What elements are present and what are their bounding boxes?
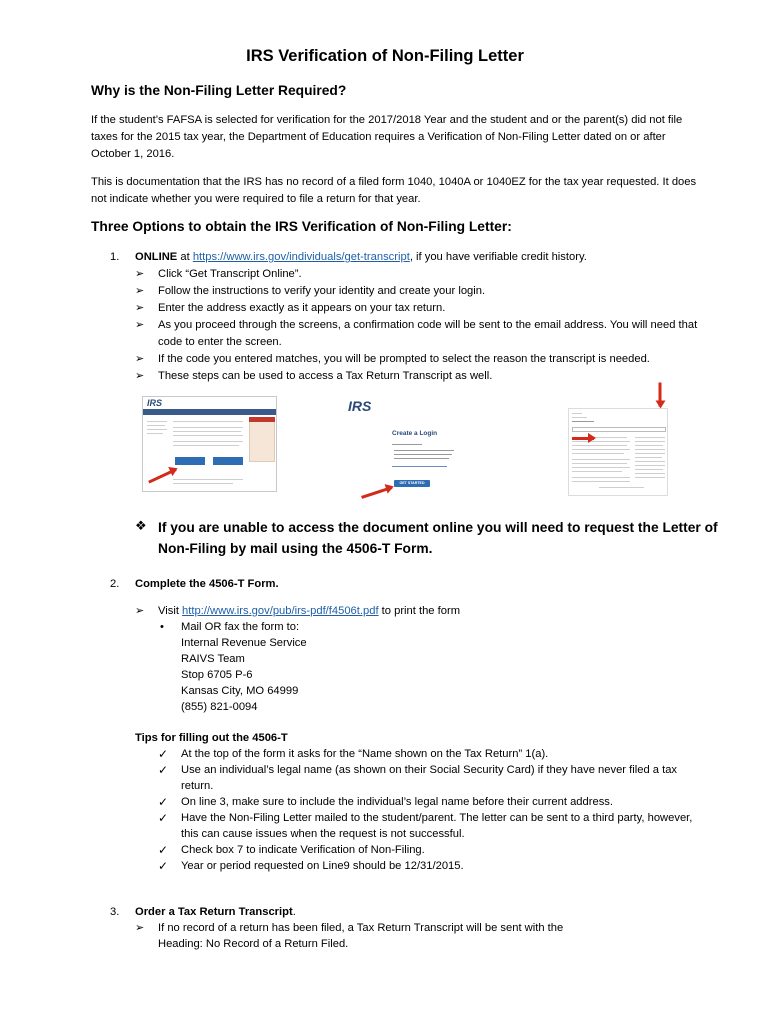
check-icon: ✓: [158, 859, 169, 873]
tip-2-cont: return.: [181, 780, 214, 792]
step-2: Follow the instructions to verify your identity and create your login.: [158, 285, 486, 297]
step-1: Click “Get Transcript Online”.: [158, 268, 302, 280]
get-started-button: GET STARTED: [394, 480, 430, 487]
option-3-number: 3.: [110, 906, 120, 918]
address-line-5: (855) 821-0094: [181, 701, 258, 713]
arrow-bullet-icon: ➢: [135, 922, 145, 934]
tips-heading: Tips for filling out the 4506-T: [135, 732, 288, 744]
why-paragraph-1: If the student’s FAFSA is selected for verification for the 2017/2018 Year and the student and or the parent(s) did not file taxes for the 2015 tax year, the Department of Education requires a Verification of Non-Filing Letter dated on or after October 1, 2016.: [91, 114, 683, 160]
screenshot-get-transcript: [142, 396, 277, 492]
tip-5: Check box 7 to indicate Verification of Non-Filing.: [181, 844, 425, 856]
arrow-bullet-icon: ➢: [135, 268, 145, 280]
red-arrow-icon: [659, 383, 662, 407]
arrow-bullet-icon: ➢: [135, 302, 145, 314]
option-2-number: 2.: [110, 578, 120, 590]
options-heading: Three Options to obtain the IRS Verification of Non-Filing Letter:: [91, 219, 512, 234]
option-3-line-1: If no record of a return has been filed, a Tax Return Transcript will be sent with the: [158, 922, 564, 934]
option-1-number: 1.: [110, 251, 120, 263]
tip-6: Year or period requested on Line9 should be 12/31/2015.: [181, 860, 464, 872]
mail-fax-line: Mail OR fax the form to:: [181, 621, 300, 633]
check-icon: ✓: [158, 795, 169, 809]
irs-logo: IRS: [348, 398, 372, 414]
arrow-bullet-icon: ➢: [135, 605, 145, 617]
address-line-1: Internal Revenue Service: [181, 637, 307, 649]
address-line-2: RAIVS Team: [181, 653, 245, 665]
red-arrow-icon: [572, 437, 594, 440]
tip-2: Use an individual’s legal name (as shown on their Social Security Card) if they have never filed a tax: [181, 764, 678, 776]
arrow-bullet-icon: ➢: [135, 353, 145, 365]
arrow-bullet-icon: ➢: [135, 370, 145, 382]
why-paragraph-2: This is documentation that the IRS has no record of a filed form 1040, 1040A or 1040EZ for the tax year requested. It does not indicate whether you were required to file a return for that year.: [91, 176, 697, 205]
page-title: IRS Verification of Non-Filing Letter: [246, 47, 524, 65]
tip-1: At the top of the form it asks for the “Name shown on the Tax Return” 1(a).: [181, 748, 549, 760]
why-heading: Why is the Non-Filing Letter Required?: [91, 83, 347, 98]
step-5: If the code you entered matches, you will be prompted to select the reason the transcript is needed.: [158, 353, 650, 365]
step-3: Enter the address exactly as it appears on your tax return.: [158, 302, 446, 314]
check-icon: ✓: [158, 811, 169, 825]
visit-line: Visit http://www.irs.gov/pub/irs-pdf/f4506t.pdf to print the form: [158, 605, 461, 617]
tip-4: Have the Non-Filing Letter mailed to the student/parent. The letter can be sent to a third party, however,: [181, 812, 693, 824]
option-3-label: Order a Tax Return Transcript.: [135, 906, 296, 918]
option-3-line-2: Heading: No Record of a Return Filed.: [158, 938, 349, 950]
check-icon: ✓: [158, 843, 169, 857]
step-6: These steps can be used to access a Tax Return Transcript as well.: [158, 370, 493, 382]
get-transcript-link[interactable]: https://www.irs.gov/individuals/get-transcript: [192, 251, 410, 263]
arrow-bullet-icon: ➢: [135, 285, 145, 297]
option-2-label: Complete the 4506-T Form.: [135, 578, 279, 590]
option-1-line: ONLINE at https://www.irs.gov/individuals/get-transcript, if you have verifiable credit history.: [135, 251, 587, 263]
check-icon: ✓: [158, 763, 169, 777]
step-4: As you proceed through the screens, a confirmation code will be sent to the email address. You will need that: [158, 319, 698, 331]
f4506t-link[interactable]: http://www.irs.gov/pub/irs-pdf/f4506t.pdf: [182, 605, 379, 617]
screenshot-create-login: [340, 396, 452, 492]
address-line-3: Stop 6705 P-6: [181, 669, 253, 681]
check-icon: ✓: [158, 747, 169, 761]
tip-4-cont: this can cause issues when the request is not successful.: [181, 828, 465, 840]
screenshot-transcript-form: [568, 408, 668, 496]
diamond-bullet-icon: ❖: [135, 518, 147, 533]
step-4-cont: code to enter the screen.: [158, 336, 282, 348]
create-login-title: Create a Login: [392, 430, 438, 437]
tip-3: On line 3, make sure to include the individual’s legal name before their current address.: [181, 796, 613, 808]
address-line-4: Kansas City, MO 64999: [181, 685, 299, 697]
bullet-dot-icon: •: [160, 621, 164, 633]
mail-note: If you are unable to access the document online you will need to request the Letter of Non-Filing by mail using the 4506-T Form.: [158, 520, 718, 556]
irs-logo: IRS: [147, 398, 163, 408]
arrow-bullet-icon: ➢: [135, 319, 145, 331]
